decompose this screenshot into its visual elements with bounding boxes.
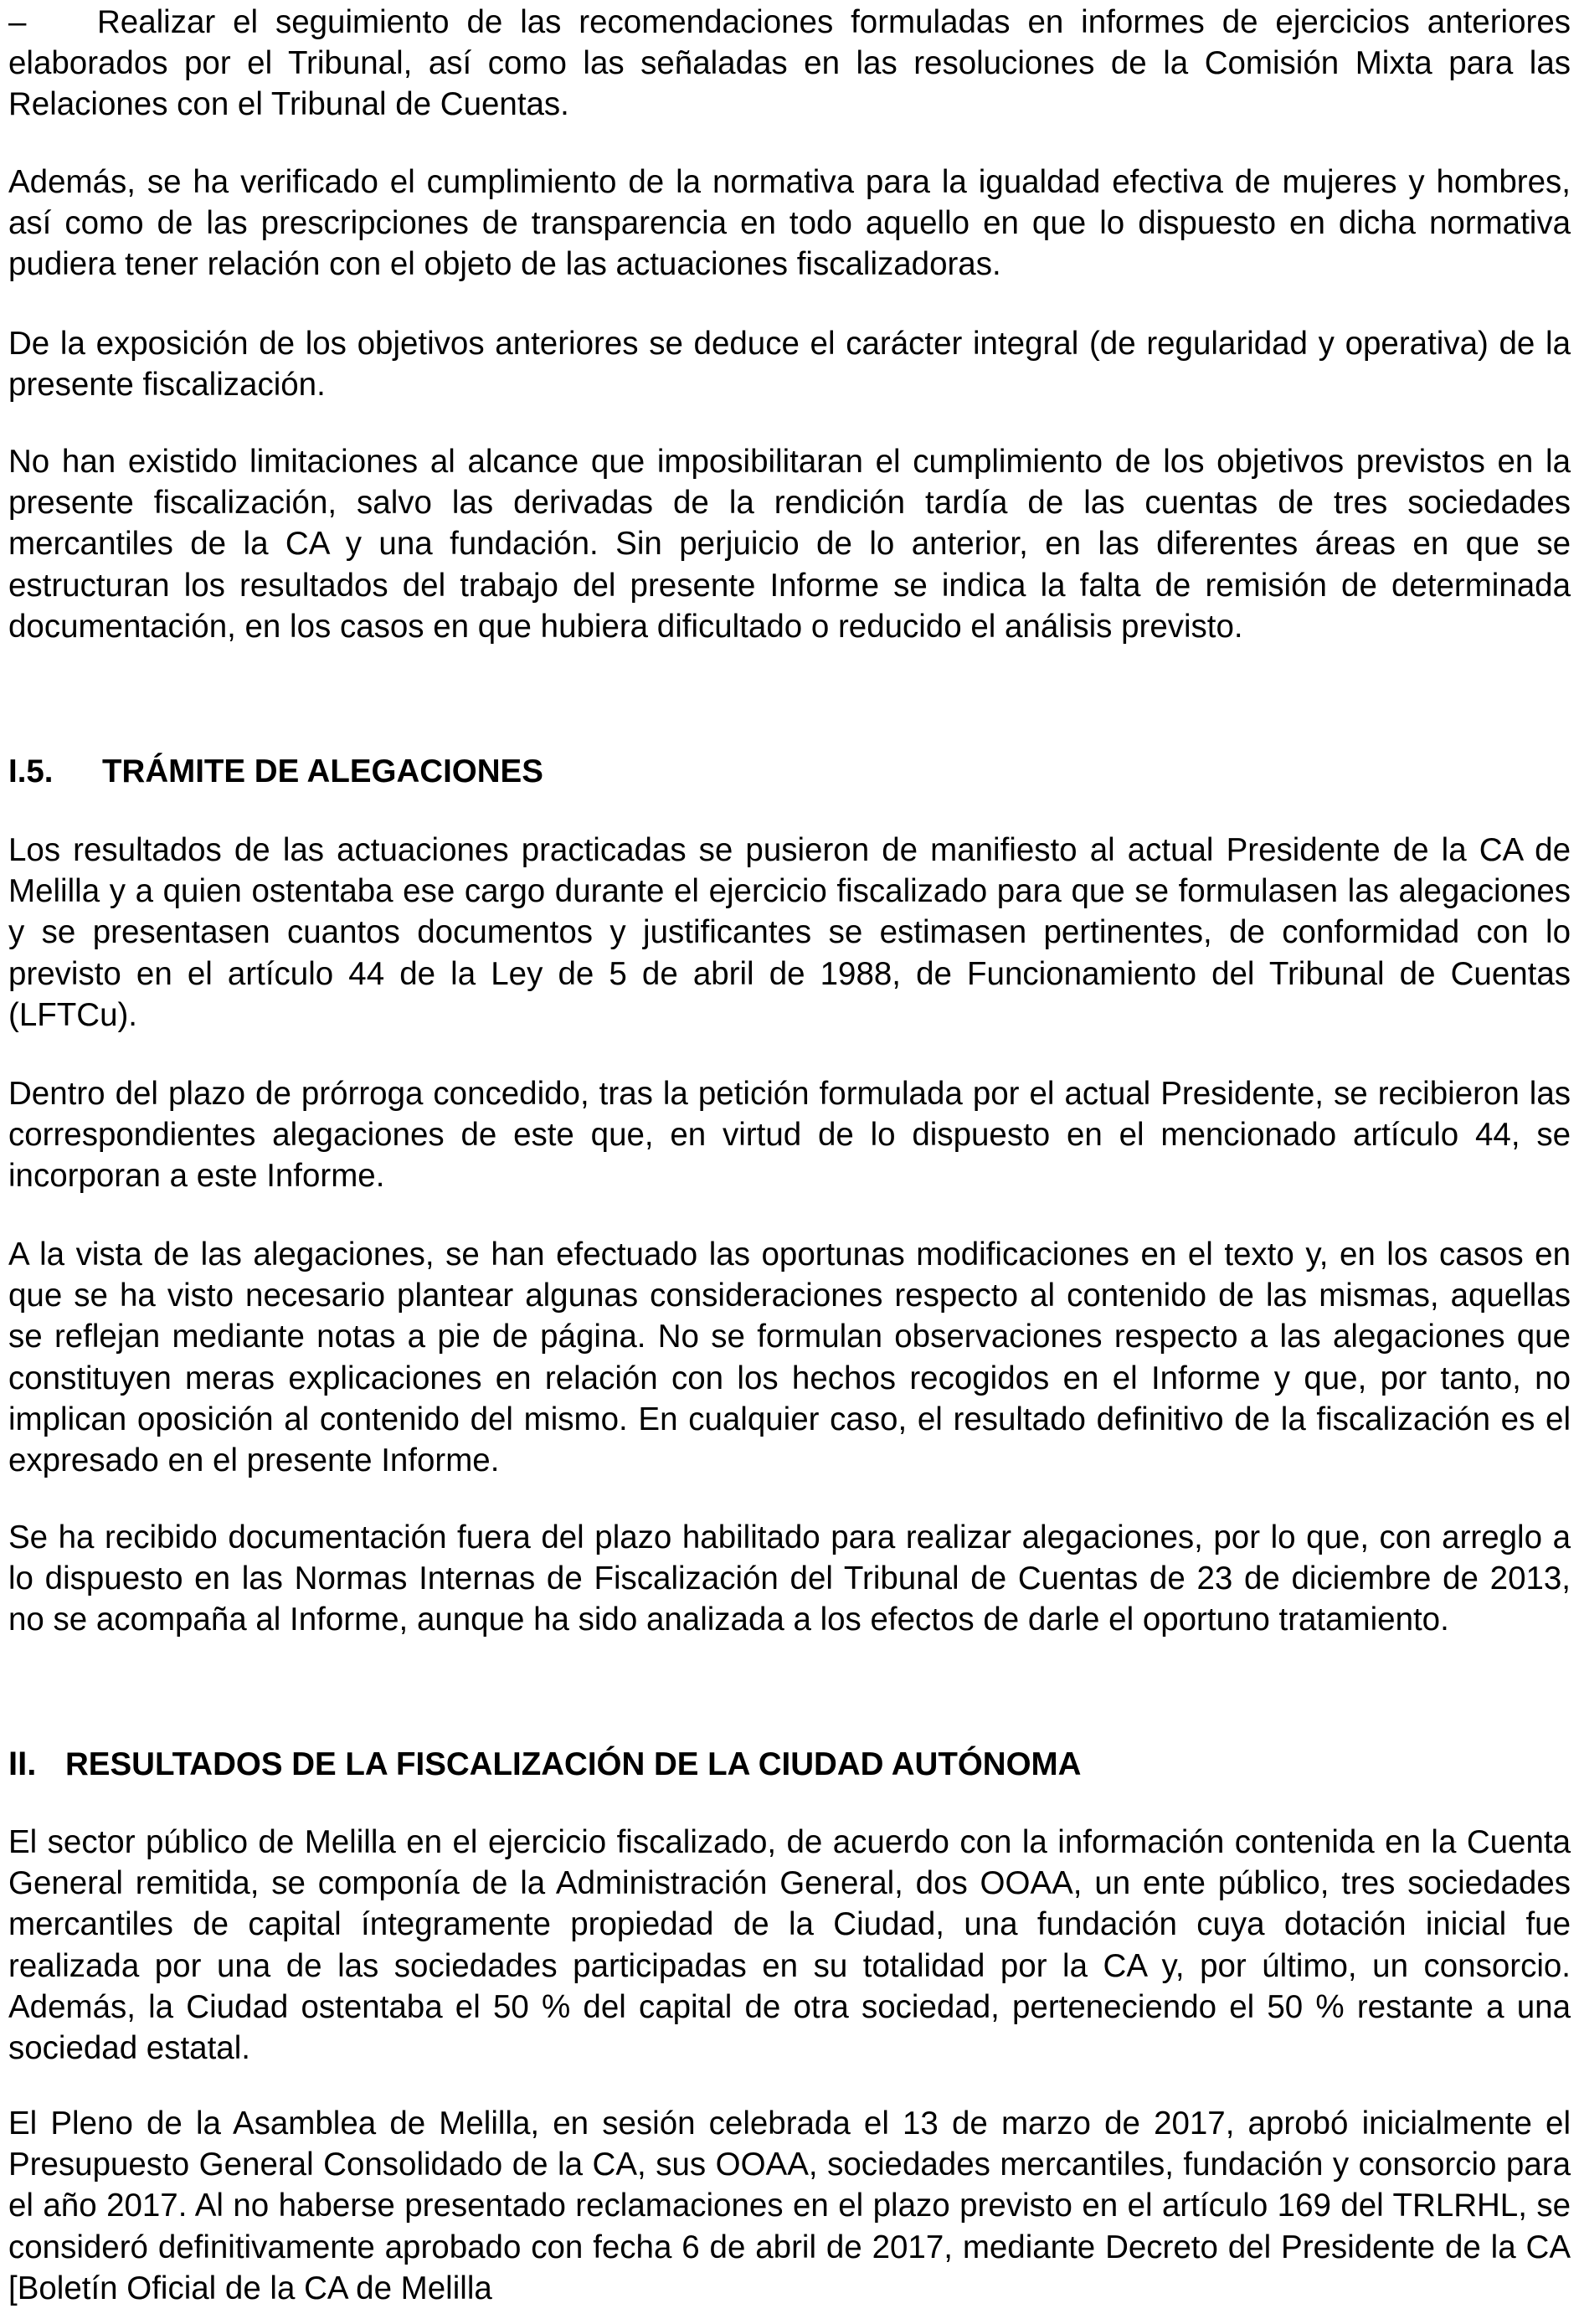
paragraph-caracter-integral: De la exposición de los objetivos anteriores se deduce el carácter integral (de regularidad y operativa) de la presente fiscalización.: [8, 326, 1571, 404]
paragraph-pleno-asamblea: El Pleno de la Asamblea de Melilla, en sesión celebrada el 13 de marzo de 2017, aprobó inicialmente el Presupuesto General Consolidado de la CA, sus OOAA, sociedades mercantiles, fundación y consorcio para el año 2017. Al no haberse presentado reclamaciones en el plazo previsto en el artículo 169 del TRLRHL, se consideró definitivamente aprobado con fecha 6 de abril de 2017, mediante Decreto del Presidente de la CA [Boletín Oficial de la CA de Melilla: [8, 2105, 1571, 2306]
paragraph-documentacion-fuera-plazo: Se ha recibido documentación fuera del plazo habilitado para realizar alegaciones, por lo que, con arreglo a lo dispuesto en las Normas Internas de Fiscalización del Tribunal de Cuentas de 23 de diciembre de 2013, no se acompaña al Informe, aunque ha sido analizada a los efectos de darle el oportuno tratamiento.: [8, 1519, 1571, 1638]
section-heading-resultados: [8, 1744, 1571, 1785]
bullet-dash: –: [8, 4, 27, 40]
section-title: TRÁMITE DE ALEGACIONES: [102, 753, 543, 789]
paragraph-plazo-prorroga: Dentro del plazo de prórroga concedido, tras la petición formulada por el actual Presidente, se recibieron las correspondientes alegaciones de este que, en virtud de lo dispuesto en el mencionado artículo 44, se incorporan a este Informe.: [8, 1076, 1571, 1195]
section-title: RESULTADOS DE LA FISCALIZACIÓN DE LA CIUDAD AUTÓNOMA: [65, 1746, 1082, 1782]
section-heading-alegaciones: [8, 751, 1571, 792]
section-number: I.5.: [8, 753, 54, 789]
section-number: II.: [8, 1746, 37, 1782]
bullet-text: Realizar el seguimiento de las recomendaciones formuladas en informes de ejercicios anteriores elaborados por el Tribunal, así como las señaladas en las resoluciones de la Comisión Mixta para las Relaciones con el Tribunal de Cuentas.: [8, 4, 1571, 123]
paragraph-sector-publico: El sector público de Melilla en el ejercicio fiscalizado, de acuerdo con la información contenida en la Cuenta General remitida, se componía de la Administración General, dos OOAA, un ente público, tres sociedades mercantiles de capital íntegramente propiedad de la Ciudad, una fundación cuya dotación inicial fue realizada por una de las sociedades participadas en su totalidad por la CA y, por último, un consorcio. Además, la Ciudad ostentaba el 50 % del capital de otra sociedad, perteneciendo el 50 % restante a una sociedad estatal.: [8, 1824, 1571, 2067]
paragraph-vista-alegaciones: A la vista de las alegaciones, se han efectuado las oportunas modificaciones en el texto y, en los casos en que se ha visto necesario plantear algunas consideraciones respecto al contenido de las mismas, aquellas se reflejan mediante notas a pie de página. No se formulan observaciones respecto a las alegaciones que constituyen meras explicaciones en relación con los hechos recogidos en el Informe y que, por tanto, no implican oposición al contenido del mismo. En cualquier caso, el resultado definitivo de la fiscalización es el expresado en el presente Informe.: [8, 1237, 1571, 1479]
bullet-paragraph: [8, 2, 1571, 126]
paragraph-limitaciones: No han existido limitaciones al alcance que imposibilitaran el cumplimiento de los objetivos previstos en la presente fiscalización, salvo las derivadas de la rendición tardía de las cuentas de tres sociedades mercantiles de la CA y una fundación. Sin perjuicio de lo anterior, en las diferentes áreas en que se estructuran los resultados del trabajo del presente Informe se indica la falta de remisión de determinada documentación, en los casos en que hubiera dificultado o reducido el análisis previsto.: [8, 444, 1571, 645]
paragraph-igualdad: Además, se ha verificado el cumplimiento de la normativa para la igualdad efectiva de mujeres y hombres, así como de las prescripciones de transparencia en todo aquello en que lo dispuesto en dicha normativa pudiera tener relación con el objeto de las actuaciones fiscalizadoras.: [8, 164, 1571, 283]
paragraph-resultados-actuaciones: Los resultados de las actuaciones practicadas se pusieron de manifiesto al actual Presidente de la CA de Melilla y a quien ostentaba ese cargo durante el ejercicio fiscalizado para que se formulasen las alegaciones y se presentasen cuantos documentos y justificantes se estimasen pertinentes, de conformidad con lo previsto en el artículo 44 de la Ley de 5 de abril de 1988, de Funcionamiento del Tribunal de Cuentas (LFTCu).: [8, 832, 1571, 1033]
